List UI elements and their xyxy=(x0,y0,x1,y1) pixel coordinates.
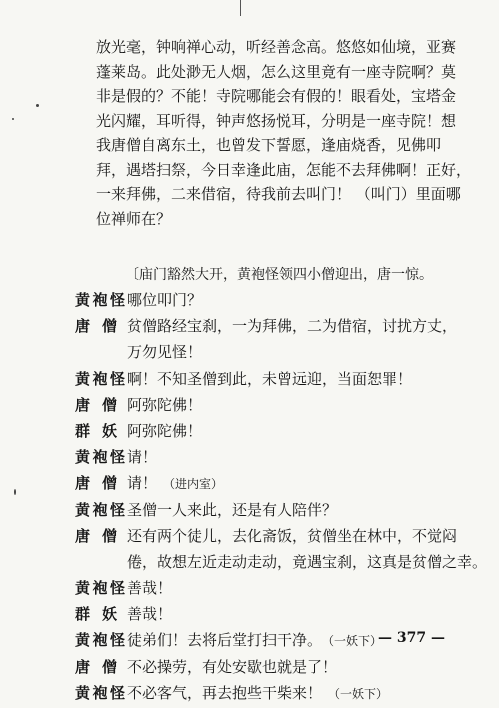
speech-text xyxy=(125,289,202,310)
speaker-name xyxy=(75,629,125,650)
speaker-name xyxy=(75,499,125,520)
speaker-char: 怪 xyxy=(109,448,125,467)
speaker-char: 僧 xyxy=(101,395,117,414)
stage-note: （一妖下） xyxy=(328,686,389,701)
dialogue-line xyxy=(75,577,445,603)
speaker-char: 僧 xyxy=(101,657,117,676)
speech-main: 不必客气，再去抱些干柴来！ xyxy=(127,683,323,702)
speaker-char: 袍 xyxy=(92,291,108,309)
speaker-name xyxy=(75,368,125,389)
speaker-char: 怪 xyxy=(109,579,125,598)
speaker-name xyxy=(75,603,117,624)
speaker-char: 僧 xyxy=(101,317,117,336)
page-number: — 377 — xyxy=(378,630,445,646)
speech-text xyxy=(125,603,172,624)
dialogue-line xyxy=(75,289,445,315)
dialogue-line xyxy=(75,315,458,341)
speaker-char: 黄 xyxy=(75,369,91,388)
scan-speck xyxy=(36,104,39,107)
speech-main: 请！ xyxy=(127,448,158,467)
speech-main: 善哉！ xyxy=(127,579,173,598)
speech-text xyxy=(125,577,172,598)
speaker-char: 黄 xyxy=(75,683,91,702)
speaker-char: 妖 xyxy=(101,421,117,440)
speaker-name xyxy=(75,682,125,703)
speaker-name xyxy=(75,289,125,310)
speaker-char: 黄 xyxy=(75,448,91,467)
speaker-char: 唐 xyxy=(75,657,91,676)
speaker-char: 群 xyxy=(75,421,91,440)
speaker-char: 僧 xyxy=(101,526,117,545)
speaker-char: 唐 xyxy=(75,395,91,414)
paragraph-line: 非是假的？不能！寺院哪能会有假的！眼看处，宝塔金 xyxy=(96,87,457,105)
dialogue-line xyxy=(75,525,458,551)
speaker-char: 黄 xyxy=(75,500,91,519)
speaker-name xyxy=(75,577,125,598)
speech-text xyxy=(125,368,412,389)
binding-mark xyxy=(240,0,241,16)
dialogue-line xyxy=(75,420,445,446)
speaker-char: 怪 xyxy=(109,631,125,650)
stage-note: （一妖下） xyxy=(328,634,383,649)
dialogue-line xyxy=(75,446,445,472)
speaker-char: 袍 xyxy=(92,448,108,467)
speaker-char: 袍 xyxy=(92,631,108,650)
speech-main: 徒弟们！去将后堂打扫干净。 xyxy=(127,631,323,650)
dialogue-line xyxy=(75,656,445,682)
scan-speck xyxy=(14,489,16,495)
speech-main: 请！ xyxy=(127,474,158,493)
dialogue-line xyxy=(75,603,445,629)
stage-note: （进内室） xyxy=(163,477,224,492)
speaker-char: 怪 xyxy=(109,369,125,388)
speaker-char: 僧 xyxy=(101,474,117,493)
speech-main: 不必操劳，有处安歇也就是了！ xyxy=(127,657,338,676)
speaker-char: 群 xyxy=(75,605,91,624)
speech-main: 还有两个徒儿，去化斋饭，贫僧坐在林中，不觉闷 xyxy=(127,526,458,545)
speech-text xyxy=(125,682,388,703)
speaker-char: 唐 xyxy=(75,526,91,545)
speech-main: 啊！不知圣僧到此，未曾远迎，当面恕罪！ xyxy=(127,369,413,388)
speech-text xyxy=(125,656,337,677)
scan-speck xyxy=(12,118,14,120)
dialogue-line xyxy=(75,368,445,394)
speaker-char: 黄 xyxy=(75,291,91,309)
paragraph-line: 一来拜佛，二来借宿，待我前去叫门！ （叫门）里面哪 xyxy=(96,185,461,203)
speaker-char: 怪 xyxy=(109,683,125,702)
speaker-name xyxy=(75,315,117,336)
speaker-char: 怪 xyxy=(109,291,125,309)
speaker-char: 袍 xyxy=(92,500,108,519)
speaker-char: 妖 xyxy=(101,605,117,624)
speaker-name xyxy=(75,394,117,415)
speech-text xyxy=(125,420,202,441)
speaker-char: 怪 xyxy=(109,500,125,519)
speech-text xyxy=(125,499,337,520)
speaker-char: 袍 xyxy=(92,683,108,702)
speech-main: 哪位叩门？ xyxy=(127,291,203,309)
speaker-char: 唐 xyxy=(75,317,91,336)
dialogue-line xyxy=(75,472,445,498)
speech-main: 善哉！ xyxy=(127,605,173,624)
speech-text xyxy=(125,446,157,467)
stage-direction: 〔庙门豁然大开，黄袍怪领四小僧迎出，唐一惊。 xyxy=(125,267,433,283)
speech-text xyxy=(125,394,202,415)
paragraph-line: 我唐僧自离东土，也曾发下誓愿，逢庙烧香，见佛叩 xyxy=(96,136,442,154)
paragraph-line: 光闪耀，耳听得，钟声悠扬悦耳，分明是一座寺院！想 xyxy=(96,111,457,130)
speech-text xyxy=(125,525,457,546)
speaker-char: 黄 xyxy=(75,579,91,598)
speech-text xyxy=(125,315,457,336)
paragraph-line: 蓬莱岛。此处渺无人烟，怎么这里竟有一座寺院啊？莫 xyxy=(96,62,457,81)
speaker-name xyxy=(75,525,117,546)
paragraph-line: 放光毫，钟响禅心动，听经善念高。悠悠如仙境，亚赛 xyxy=(96,38,457,56)
speaker-char: 袍 xyxy=(92,579,108,598)
speaker-name xyxy=(75,472,117,493)
speech-main: 阿弥陀佛！ xyxy=(127,421,203,440)
speaker-char: 唐 xyxy=(75,474,91,493)
dialogue-line xyxy=(75,499,445,525)
dialogue-line xyxy=(75,394,445,420)
speech-text xyxy=(125,472,223,493)
paragraph-line: 拜，遇塔扫祭，今日幸逢此庙，怎能不去拜佛啊！正好， xyxy=(96,160,472,179)
speech-main: 圣僧一人来此，还是有人陪伴？ xyxy=(127,500,338,519)
speech-continuation: 万勿见怪！ xyxy=(127,343,203,362)
speaker-name xyxy=(75,446,125,467)
speech-text xyxy=(125,629,382,650)
speech-main: 贫僧路经宝刹，一为拜佛，二为借宿，讨扰方丈， xyxy=(127,317,458,336)
speech-continuation: 倦，故想左近走动走动，竟遇宝刹，这真是贫僧之幸。 xyxy=(127,552,488,571)
speaker-char: 袍 xyxy=(92,369,108,388)
speech-main: 阿弥陀佛！ xyxy=(127,395,203,414)
speaker-char: 黄 xyxy=(75,631,91,650)
speaker-name xyxy=(75,420,117,441)
speaker-name xyxy=(75,656,117,677)
dialogue-line xyxy=(75,682,445,708)
paragraph-line: 位禅师在？ xyxy=(96,209,172,228)
monologue-paragraph xyxy=(96,35,472,231)
